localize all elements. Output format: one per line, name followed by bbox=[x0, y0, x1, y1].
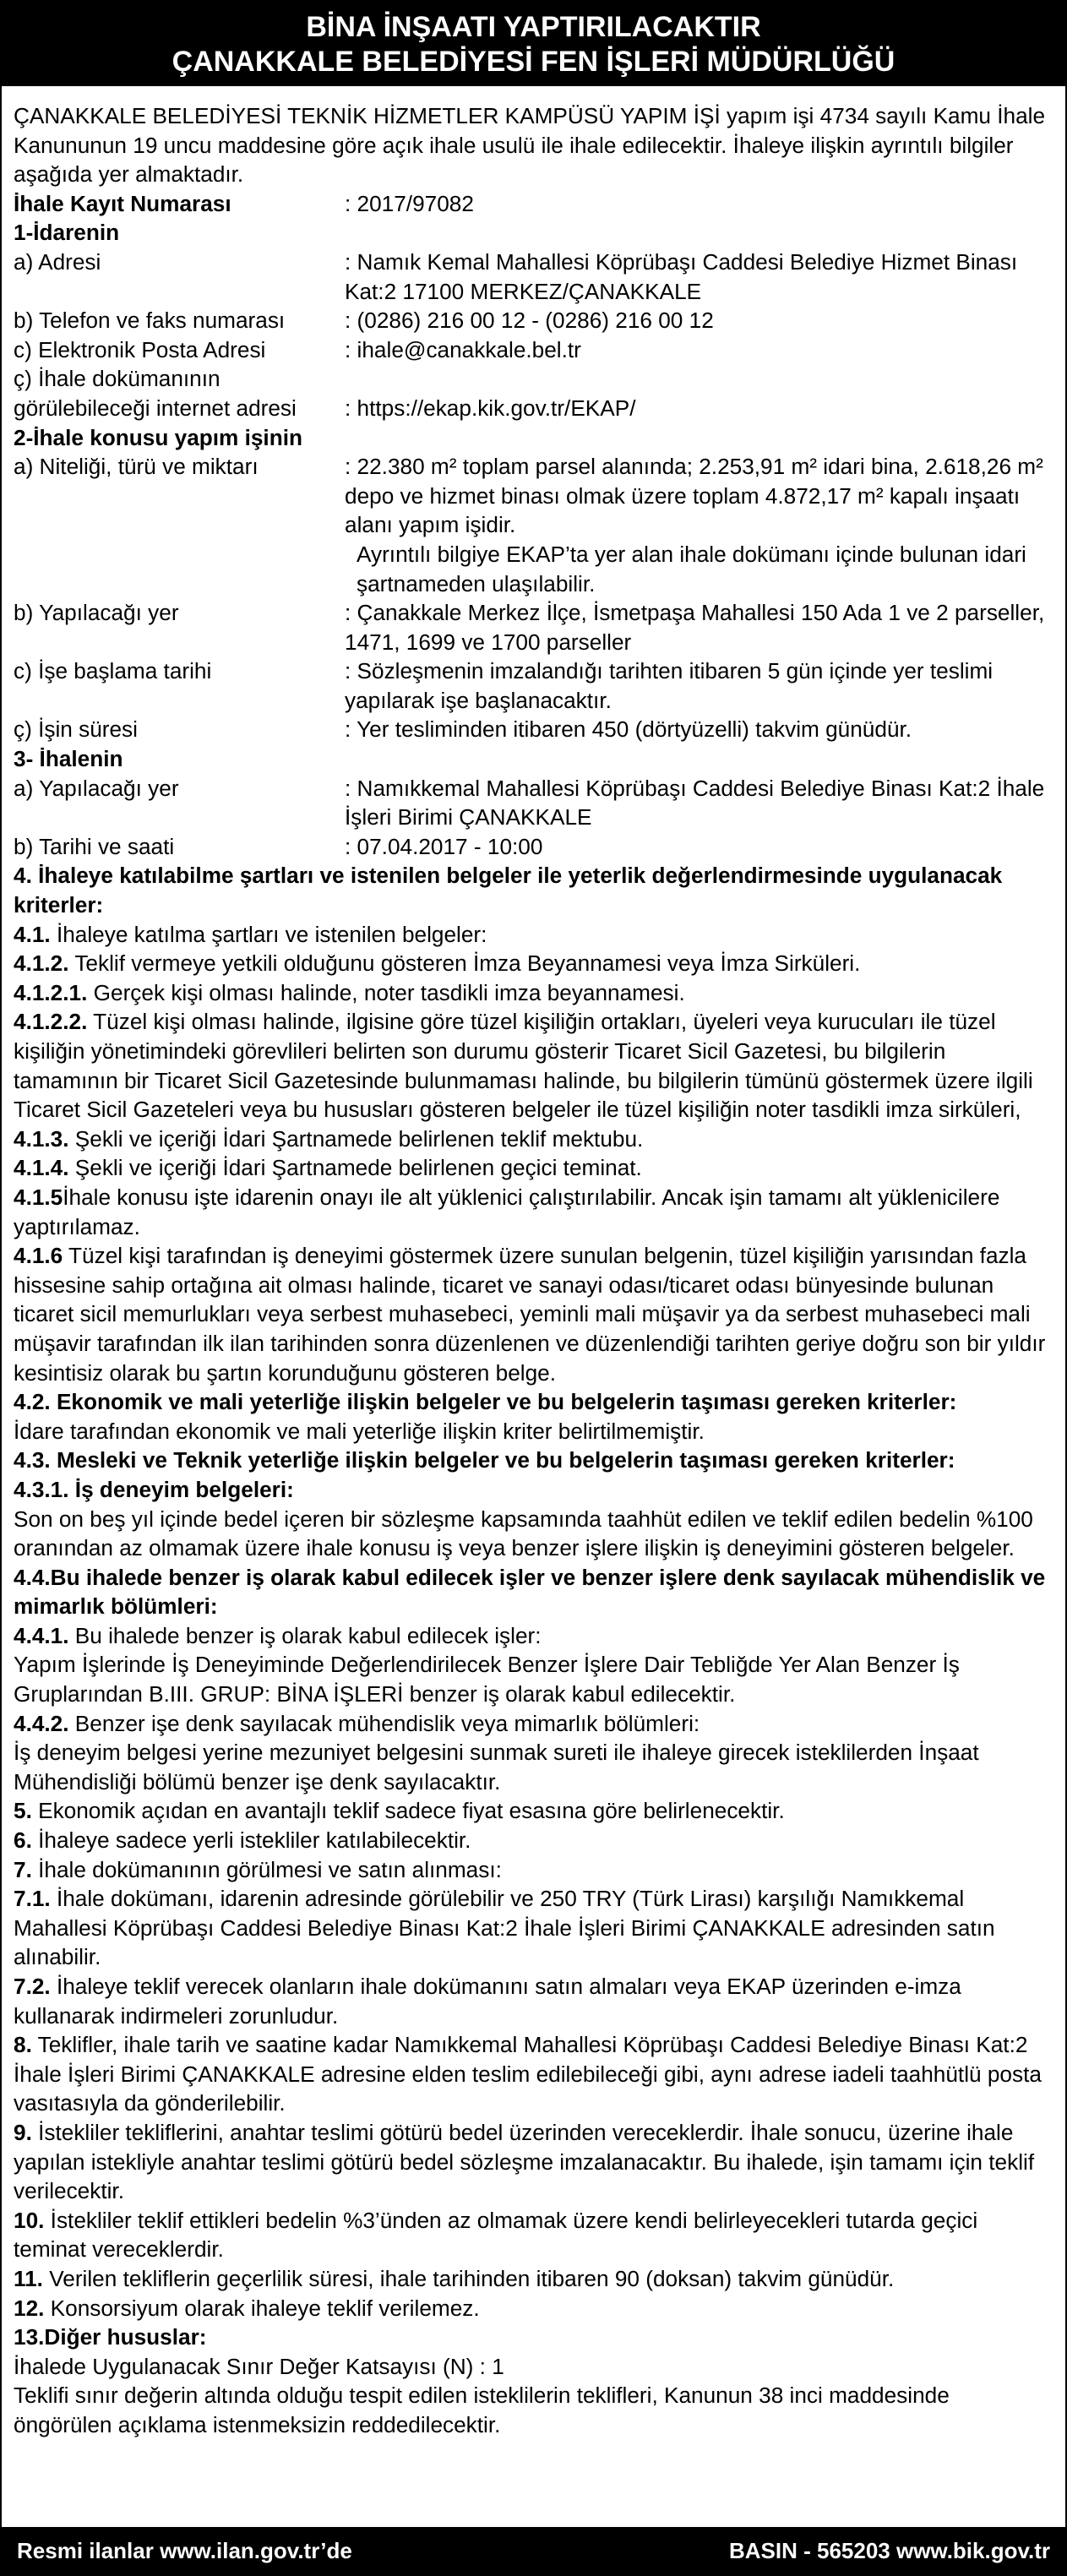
clause-item bbox=[14, 2294, 1053, 2323]
clause-text: Teklif vermeye yetkili olduğunu gösteren İmza Beyannamesi veya İmza Sirküleri. bbox=[68, 950, 861, 977]
idare-row-value: : Namık Kemal Mahallesi Köprübaşı Caddesi Belediye Hizmet Binası Kat:2 17100 MERKEZ/ÇANAKKALE bbox=[345, 248, 1018, 304]
clause-text: Teklifler, ihale tarih ve saatine kadar Namıkkemal Mahallesi Köprübaşı Caddesi Belediye Binası Kat:2 İhale İşleri Birimi ÇANAKKALE adresine elden teslim edilebileceği gibi, aynı adrese iadeli taahhütlü posta vasıtasıyla da gönderilebilir. bbox=[14, 2032, 1042, 2116]
idare-row-value: : ihale@canakkale.bel.tr bbox=[345, 336, 581, 362]
clause-text: Gerçek kişi olması halinde, noter tasdikli imza beyannamesi. bbox=[87, 979, 685, 1005]
clause-item bbox=[14, 1855, 1053, 1885]
clause-number: 4.1.3. bbox=[14, 1125, 69, 1152]
clause-number: 7. bbox=[14, 1856, 32, 1882]
idare-dokuman-row bbox=[14, 364, 1053, 394]
konu-row-value: : Sözleşmenin imzalandığı tarihten itibaren 5 gün içinde yer teslimi yapılarak işe başlanacaktır. bbox=[345, 658, 994, 713]
clause-number: 7.1. bbox=[14, 1886, 51, 1912]
clause-4-2-heading: 4.2. Ekonomik ve mali yeterliğe ilişkin belgeler ve bu belgelerin taşıması gereken kriterler: bbox=[14, 1389, 957, 1415]
clause-text: Benzer işe denk sayılacak mühendislik veya mimarlık bölümleri: bbox=[68, 1710, 700, 1736]
clause-4-4-heading: 4.4.Bu ihalede benzer iş olarak kabul edilecek işler ve benzer işlere denk sayılacak mühendislik ve mimarlık bölümleri: bbox=[14, 1564, 1046, 1620]
clause-number: 10. bbox=[14, 2207, 45, 2233]
clause-4-1-6 bbox=[14, 1241, 1053, 1387]
clause-4-4-2-text: İş deneyim belgesi yerine mezuniyet belgesini sunmak sureti ile ihaleye girecek isteklilerden İnşaat Mühendisliği bölümü benzer işe denk sayılacaktır. bbox=[14, 1740, 979, 1794]
clause-text: Verilen tekliflerin geçerlilik süresi, ihale tarihinden itibaren 90 (doksan) takvim günüdür. bbox=[42, 2265, 895, 2291]
clause-text: Konsorsiyum olarak ihaleye teklif verilemez. bbox=[44, 2295, 480, 2321]
clause-4-1-5 bbox=[14, 1183, 1053, 1241]
clause-number: 4.1.6 bbox=[14, 1243, 63, 1269]
clause-text: Tüzel kişi olması halinde, ilgisine göre tüzel kişiliğin ortakları, üyeleri veya kurucuları ile tüzel kişiliğin yönetimindeki görevlileri belirten son durumu gösterir Ticaret Sicil Gazetesi, bu bilgilerin tamamının bir Ticaret Sicil Gazetesinde bulunmaması halinde, bu bilgilerin tümünü göstermek üzere ilgili Ticaret Sicil Gazeteleri veya bu hususları gösteren belgeler ile tüzel kişiliğin noter tasdikli imza sirküleri, bbox=[14, 1009, 1033, 1123]
clause-4-1 bbox=[14, 920, 1053, 950]
konu-row bbox=[14, 452, 1053, 598]
clause-number: 5. bbox=[14, 1798, 32, 1824]
konu-row-value: : 22.380 m² toplam parsel alanında; 2.253,91 m² idari bina, 2.618,26 m² depo ve hizmet binası olmak üzere toplam 4.872,17 m² kapalı inşaatı alanı yapım işidir. bbox=[345, 454, 1043, 538]
ihale-kayit-row bbox=[14, 189, 1053, 219]
clause-item bbox=[14, 2264, 1053, 2294]
clause-text: İhale dokümanı, idarenin adresinde görülebilir ve 250 TRY (Türk Lirası) karşılığı Namıkkemal Mahallesi Köprübaşı Caddesi Belediye Binası Kat:2 İhale İşleri Birimi ÇANAKKALE adresinden satın alınabilir. bbox=[14, 1886, 995, 1970]
clause-number: 7.2. bbox=[14, 1974, 51, 1999]
ihalenin-row-value: : Namıkkemal Mahallesi Köprübaşı Caddesi Belediye Binası Kat:2 İhale İşleri Birimi ÇANAKKALE bbox=[345, 775, 1045, 831]
footer-bar bbox=[2, 2527, 1065, 2574]
konu-row-label: b) Yapılacağı yer bbox=[14, 600, 179, 626]
clause-4-4-1-text: Yapım İşlerinde İş Deneyiminde Değerlendirilecek Benzer İşlere Dair Tebliğde Yer Alan Benzer İş Gruplarından B.III. GRUP: BİNA İŞLERİ benzer iş olarak kabul edilecektir. bbox=[14, 1652, 960, 1707]
idare-dokuman-label: görülebileceği internet adresi bbox=[14, 395, 297, 421]
clause-item bbox=[14, 2030, 1053, 2118]
clause-text: İhaleye katılma şartları ve istenilen belgeler: bbox=[50, 921, 487, 947]
ihalenin-row-value: : 07.04.2017 - 10:00 bbox=[345, 833, 543, 859]
clause-text: İhaleye sadece yerli istekliler katılabilecektir. bbox=[31, 1827, 471, 1854]
clause-text: İhale dokümanının görülmesi ve satın alınması: bbox=[31, 1856, 502, 1882]
konu-row bbox=[14, 598, 1053, 656]
footer-basin-ref[interactable]: BASIN - 565203 www.bik.gov.tr bbox=[729, 2537, 1050, 2563]
clause-number: 4.1.4. bbox=[14, 1155, 69, 1181]
header-banner bbox=[2, 2, 1065, 86]
clause-item bbox=[14, 2118, 1053, 2206]
idare-row-value: : (0286) 216 00 12 - (0286) 216 00 12 bbox=[345, 308, 714, 334]
clause-number: 11. bbox=[14, 2265, 43, 2291]
konu-row-note: Ayrıntılı bilgiye EKAP’ta yer alan ihale dokümanı içinde bulunan idari şartnameden ulaşılabilir. bbox=[357, 541, 1026, 596]
ihalenin-row bbox=[14, 832, 1053, 862]
clause-text: İhaleye teklif verecek olanların ihale dokümanını satın almaları veya EKAP üzerinden e-imza kullanarak indirmeleri zorunludur. bbox=[14, 1974, 961, 2029]
footer-ilan-link[interactable]: Resmi ilanlar www.ilan.gov.tr’de bbox=[17, 2537, 352, 2563]
clause-number: 4.1. bbox=[14, 921, 51, 947]
ihalenin-row-label: a) Yapılacağı yer bbox=[14, 775, 179, 801]
clause-4-3-heading: 4.3. Mesleki ve Teknik yeterliğe ilişkin belgeler ve bu belgelerin taşıması gereken kriterler: bbox=[14, 1447, 955, 1473]
idare-row bbox=[14, 335, 1053, 365]
clause-number: 4.4.2. bbox=[14, 1710, 69, 1736]
idare-row-label: c) Elektronik Posta Adresi bbox=[14, 336, 266, 362]
idare-dokuman-label: ç) İhale dokümanının bbox=[14, 366, 220, 392]
idare-row bbox=[14, 306, 1053, 335]
idare-row bbox=[14, 248, 1053, 306]
clause-number: 8. bbox=[14, 2032, 32, 2058]
konu-row-label: ç) İşin süresi bbox=[14, 716, 138, 743]
konu-heading: 2-İhale konusu yapım işinin bbox=[14, 424, 302, 450]
header-title: BİNA İNŞAATI YAPTIRILACAKTIR bbox=[306, 11, 761, 43]
konu-row-label: c) İşe başlama tarihi bbox=[14, 658, 212, 684]
clause-number: 4.1.2.1. bbox=[14, 979, 88, 1005]
clause-text: İhale konusu işte idarenin onayı ile alt yüklenici çalıştırılabilir. Ancak işin tamamı alt yüklenicilere yaptırılamaz. bbox=[14, 1184, 1000, 1239]
idare-dokuman-row bbox=[14, 394, 1053, 423]
clause-text: Tüzel kişi tarafından iş deneyimi göstermek üzere sunulan belgenin, tüzel kişiliğin yarısından fazla hissesine sahip ortağına ait olması halinde, ticaret ve sanayi odası/ticaret odası bünyesinde bulunan ticaret sicil memurlukları veya serbest muhasebeci, yeminli mali müşavir ya da serbest muhasebeci mali müşavir tarafından ilk ilan tarihinden sonra düzenlenen ve düzenlendiği tarihten geriye doğru son bir yıldır kesintisiz olarak bu şartın korunduğunu gösteren belge. bbox=[14, 1243, 1046, 1386]
header-subtitle: ÇANAKKALE BELEDİYESİ FEN İŞLERİ MÜDÜRLÜĞÜ bbox=[171, 46, 896, 78]
section-13-heading: 13.Diğer hususlar: bbox=[14, 2324, 207, 2350]
ihalenin-row bbox=[14, 774, 1053, 832]
clause-text: Şekli ve içeriği İdari Şartnamede belirlenen teklif mektubu. bbox=[68, 1125, 644, 1152]
ihalenin-row-label: b) Tarihi ve saati bbox=[14, 833, 175, 859]
clause-4-3-1-heading: 4.3.1. İş deneyim belgeleri: bbox=[14, 1476, 294, 1502]
clause-item bbox=[14, 2206, 1053, 2264]
clause-4-1-2-2 bbox=[14, 1007, 1053, 1124]
ihale-kayit-label: İhale Kayıt Numarası bbox=[14, 190, 231, 216]
clause-4-2-text: İdare tarafından ekonomik ve mali yeterliğe ilişkin kriter belirtilmemiştir. bbox=[14, 1418, 705, 1444]
konu-row bbox=[14, 656, 1053, 715]
clause-4-3-1-text: Son on beş yıl içinde bedel içeren bir sözleşme kapsamında taahhüt edilen ve teklif edilen bedelin %100 oranından az olmamak üzere ihale konusu iş veya benzer işlere ilişkin iş deneyimini gösteren belgeler. bbox=[14, 1506, 1033, 1561]
section-13-line: İhalede Uygulanacak Sınır Değer Katsayısı (N) : 1 bbox=[14, 2353, 504, 2379]
clause-item bbox=[14, 1826, 1053, 1855]
clause-text: Ekonomik açıdan en avantajlı teklif sadece fiyat esasına göre belirlenecektir. bbox=[31, 1798, 785, 1824]
clause-number: 12. bbox=[14, 2295, 45, 2321]
section-13-line: Teklifi sınır değerin altında olduğu tespit edilen isteklilerin teklifleri, Kanunun 38 inci maddesinde öngörülen açıklama istenmeksizin reddedilecektir. bbox=[14, 2383, 950, 2437]
ekap-link[interactable]: : https://ekap.kik.gov.tr/EKAP/ bbox=[345, 395, 636, 421]
clause-item bbox=[14, 1884, 1053, 1972]
clause-4-1-2-1 bbox=[14, 978, 1053, 1008]
idare-row-label: a) Adresi bbox=[14, 248, 101, 275]
clause-item bbox=[14, 1972, 1053, 2030]
clause-text: Şekli ve içeriği İdari Şartnamede belirlenen geçici teminat. bbox=[68, 1155, 642, 1181]
intro-text: ÇANAKKALE BELEDİYESİ TEKNİK HİZMETLER KAMPÜSÜ YAPIM İŞİ yapım işi 4734 sayılı Kamu İhale Kanununun 19 uncu maddesine göre açık ihale usulü ile ihale edilecektir. İhaleye ilişkin ayrıntılı bilgiler aşağıda yer almaktadır. bbox=[14, 103, 1046, 188]
clause-item bbox=[14, 1796, 1053, 1826]
konu-row bbox=[14, 715, 1053, 744]
clause-4-4-2 bbox=[14, 1709, 1053, 1739]
clause-text: İstekliler tekliflerini, anahtar teslimi götürü bedel üzerinden vereceklerdir. İhale sonucu, üzerine ihale yapılan istekliyle anahtar teslimi götürü bedel sözleşme imzalanacaktır. Bu ihalede, işin tamamı için teklif verilecektir. bbox=[14, 2119, 1035, 2204]
clause-4-1-4 bbox=[14, 1153, 1053, 1183]
clause-text: İstekliler teklif ettikleri bedelin %3’ünden az olmamak üzere kendi belirleyecekleri tutarda geçici teminat vereceklerdir. bbox=[14, 2207, 978, 2263]
clause-text: Bu ihalede benzer iş olarak kabul edilecek işler: bbox=[68, 1622, 542, 1648]
section-4-heading: 4. İhaleye katılabilme şartları ve istenilen belgeler ile yeterlik değerlendirmesinde uygulanacak kriterler: bbox=[14, 863, 1003, 918]
konu-row-value: : Çanakkale Merkez İlçe, İsmetpaşa Mahallesi 150 Ada 1 ve 2 parseller, 1471, 1699 ve 1700 parseller bbox=[345, 600, 1045, 655]
clause-4-1-3 bbox=[14, 1125, 1053, 1154]
idare-row-label: b) Telefon ve faks numarası bbox=[14, 308, 286, 334]
clause-number: 6. bbox=[14, 1827, 32, 1854]
konu-row-value: : Yer tesliminden itibaren 450 (dörtyüzelli) takvim günüdür. bbox=[345, 716, 912, 743]
ihalenin-heading: 3- İhalenin bbox=[14, 746, 123, 772]
clause-4-4-1 bbox=[14, 1621, 1053, 1651]
clause-number: 4.1.2. bbox=[14, 950, 69, 977]
clause-number: 4.1.5 bbox=[14, 1184, 63, 1210]
idare-heading: 1-İdarenin bbox=[14, 220, 120, 246]
ihale-kayit-value: : 2017/97082 bbox=[345, 190, 474, 216]
clause-number: 4.1.2.2. bbox=[14, 1009, 88, 1035]
clause-4-1-2 bbox=[14, 949, 1053, 978]
clause-number: 4.4.1. bbox=[14, 1622, 69, 1648]
clause-number: 9. bbox=[14, 2119, 32, 2145]
konu-row-label: a) Niteliği, türü ve miktarı bbox=[14, 454, 259, 480]
announcement-body bbox=[2, 86, 1065, 2440]
